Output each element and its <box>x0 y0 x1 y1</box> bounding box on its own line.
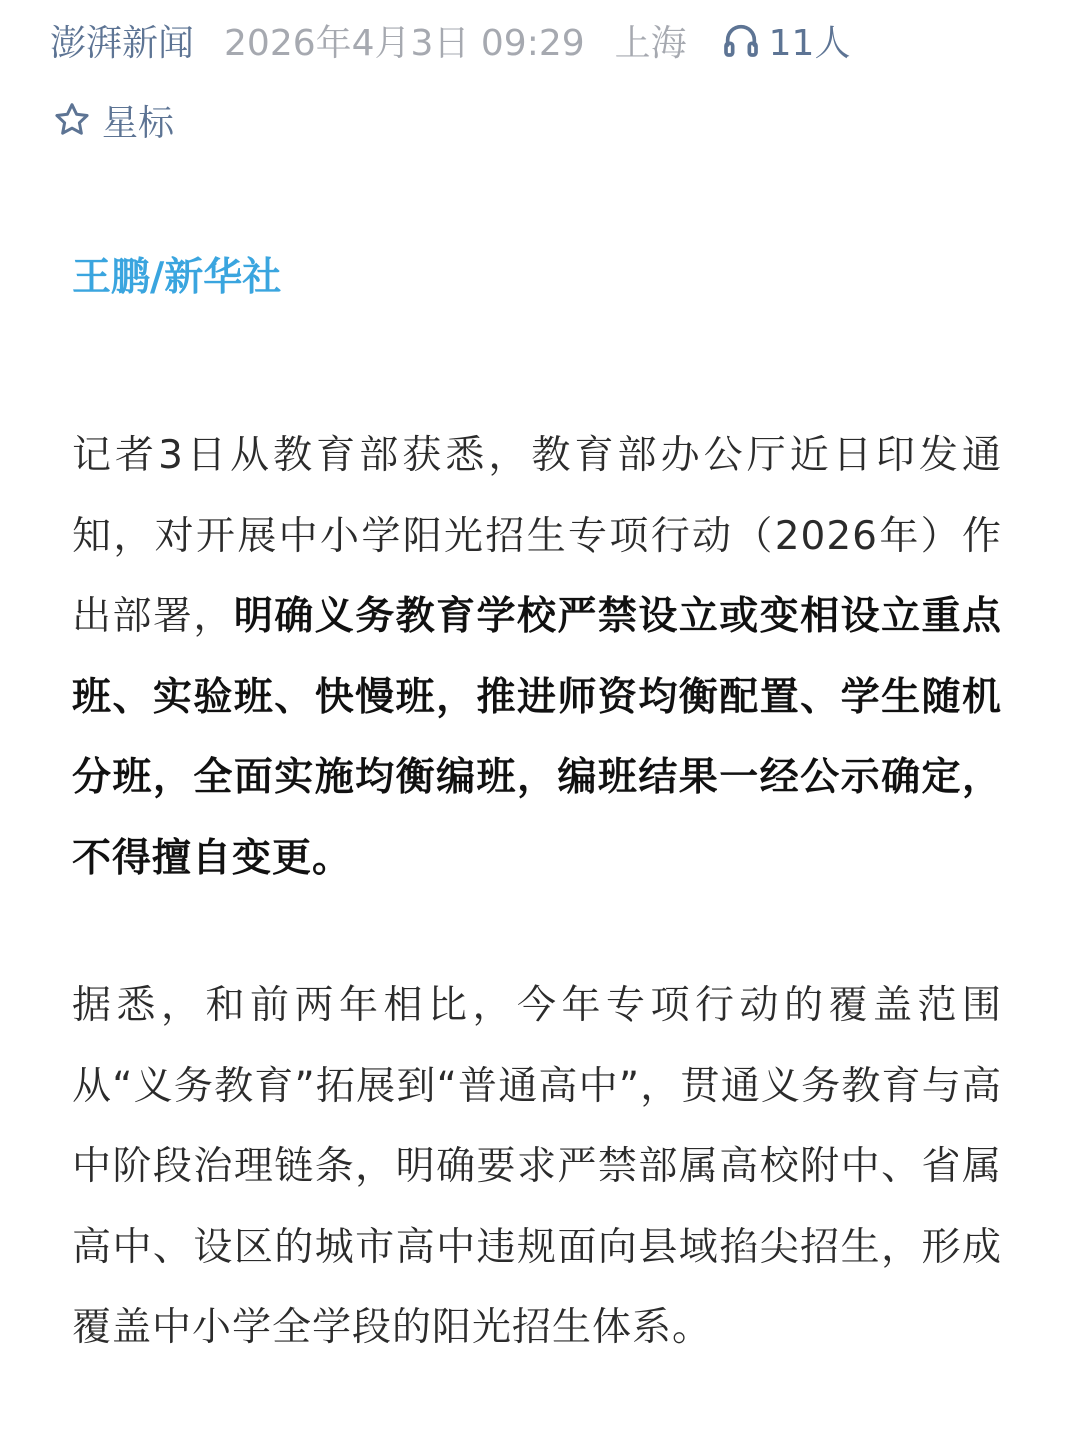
headphones-icon <box>721 20 761 60</box>
paragraph-1-plain: 记者3日从教育部获悉，教育部办公厅近日印发通知，对开展中小学阳光招生专项行动（2026年）作出部署， <box>72 433 1002 639</box>
publish-date: 2026年4月3日 09:29 <box>224 22 585 64</box>
article-paragraph-1 <box>72 416 1002 899</box>
source-name[interactable]: 澎湃新闻 <box>50 22 195 64</box>
star-label: 星标 <box>102 102 175 144</box>
article-meta <box>50 12 850 68</box>
article-paragraph-2: 据悉，和前两年相比，今年专项行动的覆盖范围从“义务教育”拓展到“普通高中”，贯通义务教育与高中阶段治理链条，明确要求严禁部属高校附中、省属高中、设区的城市高中违规面向县域掐尖招生，形成覆盖中小学全学段的阳光招生体系。 <box>72 983 1002 1350</box>
publish-location: 上海 <box>614 22 687 64</box>
listener-count: 11人 <box>768 22 851 64</box>
paragraph-1-bold: 明确义务教育学校严禁设立或变相设立重点班、实验班、快慢班，推进师资均衡配置、学生随机分班，全面实施均衡编班，编班结果一经公示确定，不得擅自变更。 <box>72 594 1002 881</box>
star-outline-icon <box>52 100 92 140</box>
listen-button[interactable] <box>721 15 851 66</box>
photo-credit: 王鹏/新华社 <box>72 255 282 300</box>
star-button[interactable] <box>52 92 174 148</box>
